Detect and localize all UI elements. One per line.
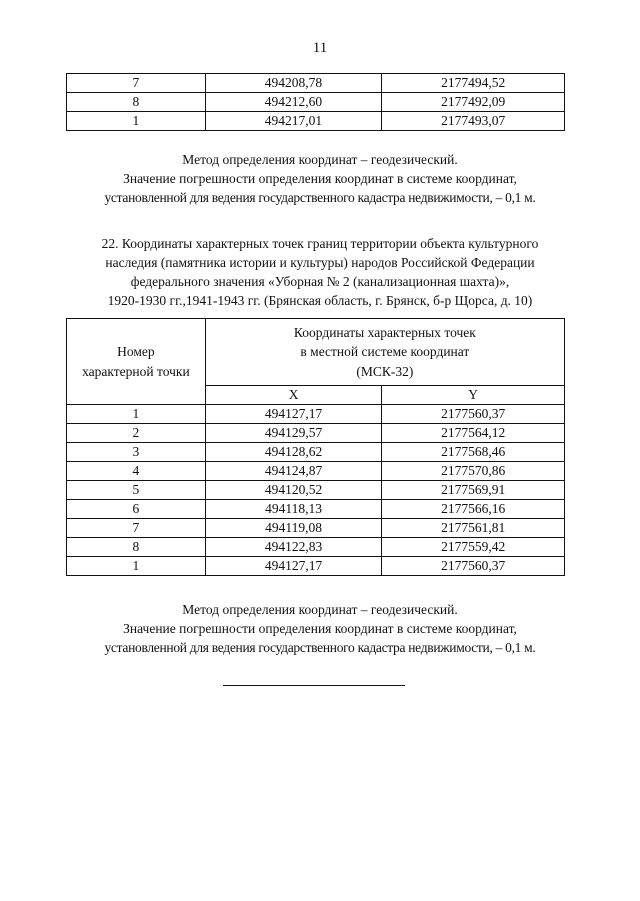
table-row	[67, 519, 565, 538]
y-coordinate-cell: 2177570,86	[382, 462, 565, 481]
method-text: Метод определения координат – геодезический.	[182, 152, 458, 167]
point-number-cell: 8	[67, 538, 206, 557]
accuracy-text-line-1: Значение погрешности определения координат в системе координат,	[123, 171, 517, 186]
point-number-cell: 4	[67, 462, 206, 481]
x-coordinate-cell: 494129,57	[205, 424, 382, 443]
y-coordinate-cell: 2177564,12	[382, 424, 565, 443]
coordinates-header	[205, 319, 564, 386]
point-number-cell: 1	[67, 112, 206, 131]
point-number-header	[67, 319, 206, 405]
section-heading-line-4: 1920-1930 гг.,1941-1943 гг. (Брянская область, г. Брянск, б-р Щорса, д. 10)	[107, 293, 533, 308]
y-coordinate-cell: 2177493,07	[382, 112, 565, 131]
point-number-cell: 2	[67, 424, 206, 443]
point-number-cell: 7	[67, 519, 206, 538]
table-row	[67, 93, 565, 112]
table-row	[67, 443, 565, 462]
x-coordinate-cell: 494119,08	[205, 519, 382, 538]
section-heading-line-2: наследия (памятника истории и культуры) народов Российской Федерации	[105, 255, 535, 270]
y-coordinate-cell: 2177568,46	[382, 443, 565, 462]
point-number-cell: 3	[67, 443, 206, 462]
table-row	[67, 557, 565, 576]
point-number-header-line-1: Номер	[117, 343, 155, 359]
x-coordinate-cell: 494124,87	[205, 462, 382, 481]
x-coordinate-cell: 494127,17	[205, 405, 382, 424]
x-coordinate-cell: 494127,17	[205, 557, 382, 576]
method-note	[70, 150, 570, 207]
accuracy-text-line-2: установленной для ведения государственного кадастра недвижимости, – 0,1 м.	[104, 190, 536, 205]
x-coordinate-cell: 494212,60	[205, 93, 382, 112]
x-coordinate-cell: 494120,52	[205, 481, 382, 500]
point-number-cell: 7	[67, 74, 206, 93]
x-coordinate-cell: 494122,83	[205, 538, 382, 557]
page-number: 11	[312, 40, 328, 56]
table-row	[67, 500, 565, 519]
x-axis-header: X	[205, 386, 382, 405]
y-coordinate-cell: 2177566,16	[382, 500, 565, 519]
y-coordinate-cell: 2177492,09	[382, 93, 565, 112]
table-row	[67, 112, 565, 131]
table-header-row	[67, 319, 565, 386]
y-coordinate-cell: 2177559,42	[382, 538, 565, 557]
section-heading-line-3: федерального значения «Уборная № 2 (канализационная шахта)»,	[130, 274, 510, 289]
end-rule	[223, 685, 405, 686]
point-number-cell: 5	[67, 481, 206, 500]
x-coordinate-cell: 494208,78	[205, 74, 382, 93]
y-coordinate-cell: 2177569,91	[382, 481, 565, 500]
continued-coordinates-table	[66, 73, 565, 131]
point-number-header-line-2: характерной точки	[82, 363, 190, 379]
coordinates-header-line-1: Координаты характерных точек	[293, 324, 476, 340]
section-heading-line-1: 22. Координаты характерных точек границ территории объекта культурного	[101, 236, 539, 251]
method-note	[70, 600, 570, 657]
point-number-cell: 1	[67, 405, 206, 424]
coordinates-header-line-3: (МСК-32)	[356, 363, 414, 379]
y-coordinate-cell: 2177560,37	[382, 405, 565, 424]
table-row	[67, 462, 565, 481]
y-coordinate-cell: 2177561,81	[382, 519, 565, 538]
x-coordinate-cell: 494118,13	[205, 500, 382, 519]
table-row	[67, 74, 565, 93]
point-number-cell: 8	[67, 93, 206, 112]
table-row	[67, 538, 565, 557]
table-row	[67, 405, 565, 424]
section-heading	[55, 234, 585, 310]
coordinates-header-line-2: в местной системе координат	[300, 344, 470, 360]
table-row	[67, 481, 565, 500]
y-coordinate-cell: 2177494,52	[382, 74, 565, 93]
accuracy-text-line-2: установленной для ведения государственного кадастра недвижимости, – 0,1 м.	[104, 640, 536, 655]
coordinates-table	[66, 318, 565, 576]
method-text: Метод определения координат – геодезический.	[182, 602, 458, 617]
y-coordinate-cell: 2177560,37	[382, 557, 565, 576]
table-row	[67, 424, 565, 443]
y-axis-header: Y	[382, 386, 565, 405]
point-number-cell: 1	[67, 557, 206, 576]
x-coordinate-cell: 494217,01	[205, 112, 382, 131]
x-coordinate-cell: 494128,62	[205, 443, 382, 462]
point-number-cell: 6	[67, 500, 206, 519]
accuracy-text-line-1: Значение погрешности определения координат в системе координат,	[123, 621, 517, 636]
